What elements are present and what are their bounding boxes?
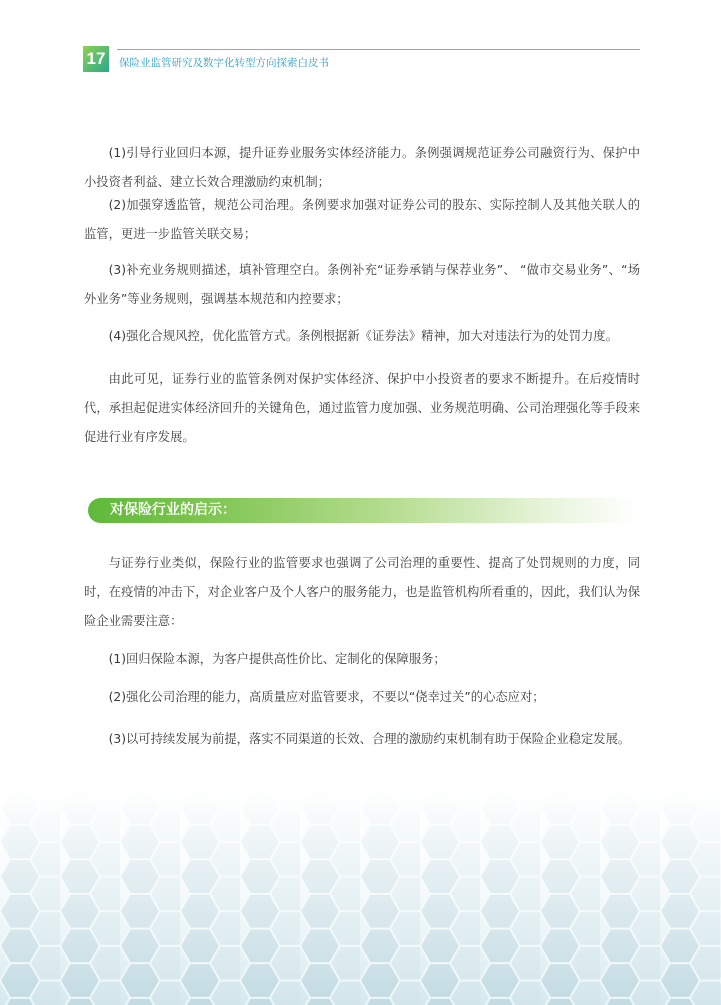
paragraph-8: (2)强化公司治理的能力，高质量应对监管要求，不要以“侥幸过关”的心态应对； (108, 690, 545, 704)
page-number-badge: 17 (83, 46, 109, 72)
page-header (83, 46, 640, 74)
header-title: 保险业监管研究及数字化转型方向探索白皮书 (119, 57, 329, 69)
paragraph-4: (4)强化合规风控，优化监管方式。条例根据新《证券法》精神，加大对违法行为的处罚力度。 (108, 329, 618, 343)
paragraph-5: 由此可见，证券行业的监管条例对保护实体经济、保护中小投资者的要求不断提升。在后疫情时代，承担起促进实体经济回升的关键角色，通过监管力度加强、业务规范明确、公司治理强化等手段来促进行业有序发展。 (84, 372, 640, 444)
paragraph-9: (3)以可持续发展为前提，落实不同渠道的长效、合理的激励约束机制有助于保险企业稳定发展。 (108, 732, 631, 746)
paragraph-1: (1)引导行业回归本源，提升证券业服务实体经济能力。条例强调规范证券公司融资行为、保护中小投资者利益、建立长效合理激励约束机制； (84, 146, 640, 189)
section-title: 对保险行业的启示： (110, 502, 236, 518)
paragraph-2: (2)加强穿透监管，规范公司治理。条例要求加强对证券公司的股东、实际控制人及其他关联人的监管，更进一步监管关联交易； (84, 198, 640, 241)
paragraph-3: (3)补充业务规则描述，填补管理空白。条例补充“证券承销与保荐业务”、 “做市交易业务”、“场外业务”等业务规则，强调基本规范和内控要求； (84, 263, 640, 306)
section-heading-bar (88, 498, 636, 523)
header-divider (117, 49, 640, 50)
paragraph-7: (1)回归保险本源，为客户提供高性价比、定制化的保障服务； (108, 652, 446, 666)
hexagon-background-pattern (0, 790, 721, 1005)
paragraph-6: 与证券行业类似，保险行业的监管要求也强调了公司治理的重要性、提高了处罚规则的力度，同时，在疫情的冲击下，对企业客户及个人客户的服务能力，也是监管机构所看重的，因此，我们认为保险企业需要注意： (84, 556, 640, 628)
